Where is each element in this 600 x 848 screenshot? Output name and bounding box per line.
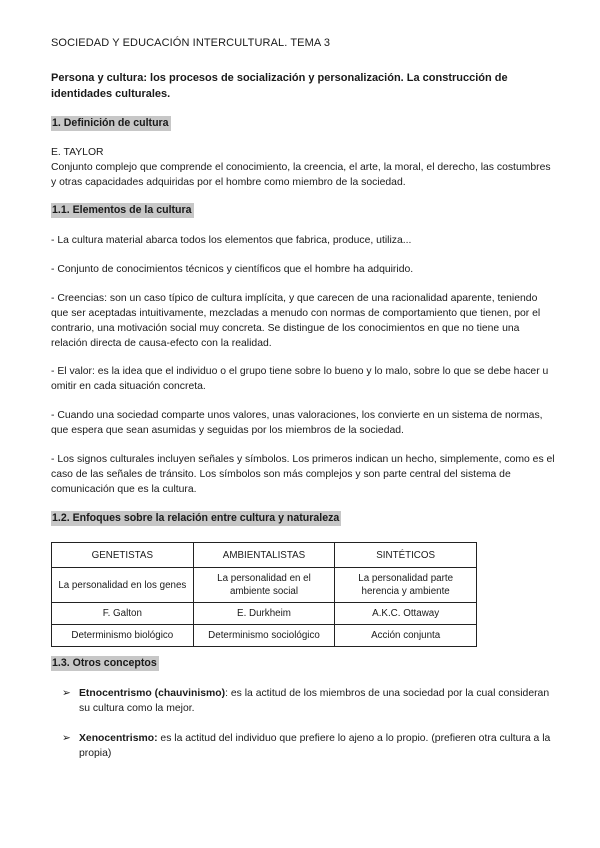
section-1-2-heading-text: 1.2. Enfoques sobre la relación entre cultura y naturaleza [52,512,340,524]
table-row [52,568,477,603]
table-cell: F. Galton [52,603,194,625]
section-1-1-heading-text: 1.1. Elementos de la cultura [52,204,192,216]
table-cell: La personalidad parte herencia y ambiente [335,568,477,603]
table-row [52,625,477,647]
table-cell: A.K.C. Ottaway [335,603,477,625]
table-cell: Determinismo biológico [52,625,194,647]
concept-term: Xenocentrismo: [79,733,158,744]
table-cell: Acción conjunta [335,625,477,647]
section-1-3-heading-text: 1.3. Otros conceptos [52,657,157,669]
arrow-bullet-icon: ➢ [62,688,71,699]
element-item-value: - El valor: es la idea que el individuo o el grupo tiene sobre lo bueno y lo malo, sobre lo que se debe hacer u omitir en cada situación concreta. [51,366,549,392]
table-cell: E. Durkheim [193,603,335,625]
table-cell: La personalidad en los genes [52,568,194,603]
section-1-2-heading [51,511,556,526]
element-item-material: - La cultura material abarca todos los elementos que fabrica, produce, utiliza... [51,235,412,246]
section-1-1-heading [51,203,556,218]
concept-item-etnocentrismo [62,686,556,716]
table-cell: Determinismo sociológico [193,625,335,647]
concept-text: es la actitud del individuo que prefiere lo ajeno a lo propio. (prefieren otra cultura a la propia) [79,733,551,759]
table-cell: La personalidad en el ambiente social [193,568,335,603]
document-title: Persona y cultura: los procesos de socialización y personalización. La construcción de identidades culturales. [51,72,508,100]
table-row [52,603,477,625]
element-item-beliefs: - Creencias: son un caso típico de cultura implícita, y que carecen de una racionalidad aparente, teniendo que ser aceptadas intuitivamente, mezcladas a menudo con normas de comportamiento que tienen, por el contrario, una motivación social muy concreta. Se distingue de los conocimientos en que no tiene una relación directa de causa-efecto con la realidad. [51,293,541,349]
approaches-table [51,542,477,647]
culture-definition: Conjunto complejo que comprende el conocimiento, la creencia, el arte, la moral, el derecho, las costumbres y otras capacidades adquiridas por el hombre como miembro de la sociedad. [51,162,551,188]
arrow-bullet-icon: ➢ [62,733,71,744]
element-item-norms: - Cuando una sociedad comparte unos valores, unas valoraciones, los convierte en un sistema de normas, que espera que sean asumidas y seguidas por los miembros de la sociedad. [51,410,543,436]
element-item-signs: - Los signos culturales incluyen señales y símbolos. Los primeros indican un hecho, simplemente, como es el caso de las señales de tránsito. Los símbolos son más complejos y son parte central del sistema de comunicación que es la cultura. [51,454,555,495]
column-header-ambientalistas: AMBIENTALISTAS [193,543,335,568]
column-header-genetistas: GENETISTAS [52,543,194,568]
section-1-3-heading [51,656,556,671]
concept-item-xenocentrismo [62,731,556,761]
concept-separator: : [225,688,228,699]
section-1-heading [51,116,556,131]
column-header-sinteticos: SINTÉTICOS [335,543,477,568]
section-1-heading-text: 1. Definición de cultura [52,117,169,129]
document-header: SOCIEDAD Y EDUCACIÓN INTERCULTURAL. TEMA 3 [51,37,331,49]
table-header-row [52,543,477,568]
element-item-knowledge: - Conjunto de conocimientos técnicos y científicos que el hombre ha adquirido. [51,264,414,275]
concept-text: es la actitud de los miembros de una sociedad por la cual consideran su cultura como la mejor. [79,688,550,714]
concept-term: Etnocentrismo (chauvinismo) [79,688,226,699]
definition-author: E. TAYLOR [51,147,104,158]
